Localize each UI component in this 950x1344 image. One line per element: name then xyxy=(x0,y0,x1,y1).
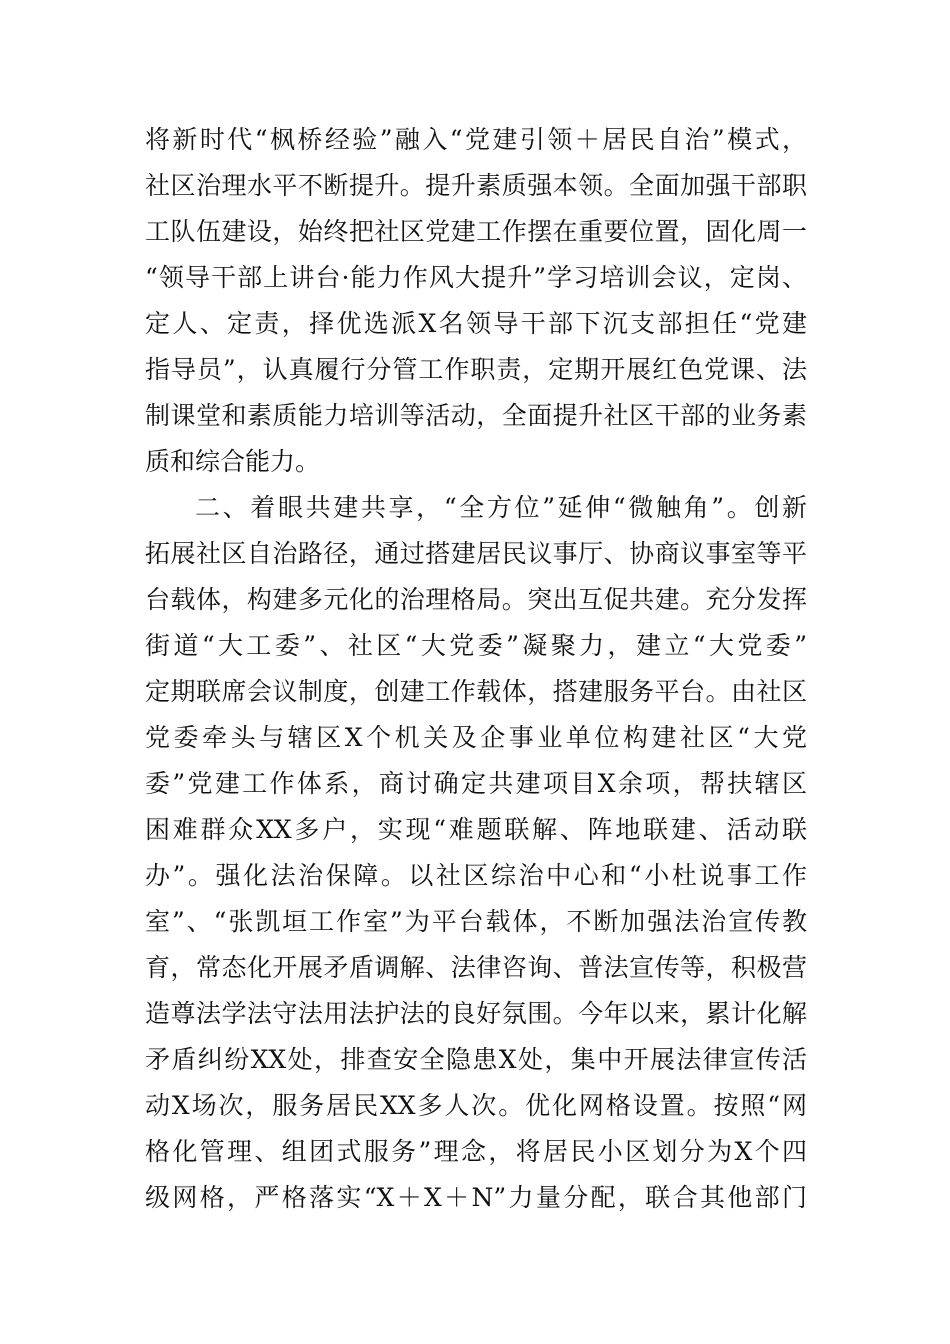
text-line-19: 育，常态化开展矛盾调解、法律咨询、普法宣传等，积极营 xyxy=(145,953,807,982)
text-line-5: 定人、定责，择优选派X名领导干部下沉支部担任“党建 xyxy=(145,309,807,338)
text-line-2: 社区治理水平不断提升。提升素质强本领。全面加强干部职 xyxy=(145,171,807,200)
text-line-15: 委”党建工作体系，商讨确定共建项目X余项，帮扶辖区 xyxy=(145,769,807,798)
text-line-24: 级网格，严格落实“X＋X＋N”力量分配，联合其他部门 xyxy=(145,1183,807,1212)
text-line-7: 制课堂和素质能力培训等活动，全面提升社区干部的业务素 xyxy=(145,401,807,430)
text-line-12: 街道“大工委”、社区“大党委”凝聚力，建立“大党委” xyxy=(145,631,807,660)
text-line-6: 指导员”，认真履行分管工作职责，定期开展红色党课、法 xyxy=(145,355,807,384)
text-line-1: 将新时代“枫桥经验”融入“党建引领＋居民自治”模式， xyxy=(145,125,807,154)
text-line-13: 定期联席会议制度，创建工作载体，搭建服务平台。由社区 xyxy=(145,677,807,706)
text-line-8: 质和综合能力。 xyxy=(145,447,321,476)
text-line-11: 台载体，构建多元化的治理格局。突出互促共建。充分发挥 xyxy=(145,585,807,614)
text-line-4: “领导干部上讲台·能力作风大提升”学习培训会议，定岗、 xyxy=(145,263,807,292)
text-line-18: 室”、“张凯垣工作室”为平台载体，不断加强法治宣传教 xyxy=(145,907,807,936)
text-line-16: 困难群众XX多户，实现“难题联解、阵地联建、活动联 xyxy=(145,815,807,844)
text-line-22: 动X场次，服务居民XX多人次。优化网格设置。按照“网 xyxy=(145,1091,807,1120)
text-line-14: 党委牵头与辖区X个机关及企事业单位构建社区“大党 xyxy=(145,723,807,752)
text-line-3: 工队伍建设，始终把社区党建工作摆在重要位置，固化周一 xyxy=(145,217,807,246)
section-heading-line: 二、着眼共建共享，“全方位”延伸“微触角”。创新 xyxy=(195,493,807,522)
text-line-17: 办”。强化法治保障。以社区综治中心和“小杜说事工作 xyxy=(145,861,807,890)
text-line-23: 格化管理、组团式服务”理念，将居民小区划分为X个四 xyxy=(145,1137,807,1166)
text-line-20: 造尊法学法守法用法护法的良好氛围。今年以来，累计化解 xyxy=(145,999,807,1028)
text-line-10: 拓展社区自治路径，通过搭建居民议事厅、协商议事室等平 xyxy=(145,539,807,568)
text-line-21: 矛盾纠纷XX处，排查安全隐患X处，集中开展法律宣传活 xyxy=(145,1045,807,1074)
